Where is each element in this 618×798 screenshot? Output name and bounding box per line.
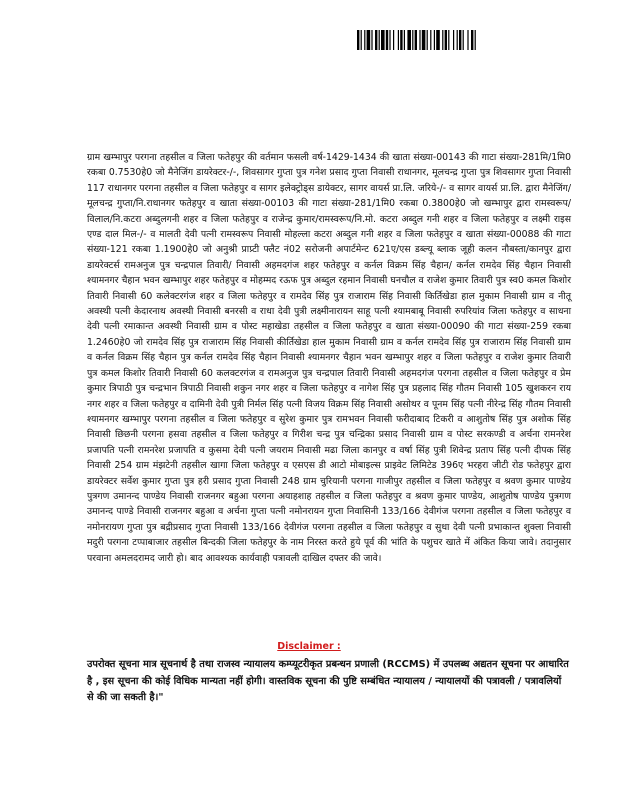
- barcode-icon: [357, 30, 522, 50]
- order-body-text: ग्राम खम्भापुर परगना तहसील व जिला फतेहपुर की वर्तमान फसली वर्ष-1429-1434 की खाता संख्या-00143 की गाटा संख्या-281मि/1मि0 रकबा 0.7530हे0 जो मैनेजिंग डायरेक्टर-/-, शिवसागर गुप्ता पुत्र गनेश प्रसाद गुप्ता निवासी राधानगर, मूलचन्द्र गुप्ता पुत्र शिवसागर गुप्ता निवासी 117 राधानगर परगना तहसील व जिला फतेहपुर व सागर इलेक्ट्रोड्स डायेक्टर, सागर वायर्स प्रा.लि. जरिये-/- व सागर वायर्स प्रा.लि. द्वारा मैनेजिंग/मूलचन्द्र गुप्ता/नि.राधानगर फतेहपुर व खाता संख्या-00103 की गाटा संख्या-281/1मि0 रकबा 0.3800हे0 जो खम्भापुर द्वारा रामस्वरूप/विलाल/नि.कटरा अब्दुलगनी शहर व जिला फतेहपुर व राजेन्द्र कुमार/रामस्वरूप/नि.मो. कटरा अब्दुल गनी शहर व जिला फतेहपुर व लक्ष्मी राइस एण्ड दाल मिल-/- व मालती देवी पत्नी रामस्वरूप निवासी मोहल्ला कटरा अब्दुल गनी शहर व जिला फतेहपुर व खाता संख्या-00088 की गाटा संख्या-121 रकबा 1.1900हे0 जो अनुश्री प्राप्र्टी फ्लैट नं02 सरोजनी अपार्टमेन्ट 621ए/एस डब्ल्यू ब्लाक जूही कलन नौबस्ता/कानपुर द्वारा डायरेक्टर्स रामअनुज पुत्र चन्द्रपाल तिवारी/ निवासी अहमदगंज शहर फतेहपुर व कर्नल विक्रम सिंह चैहान/ कर्नल रामदेव सिंह चैहान निवासी श्यामनगर चैहान भवन खम्भापुर शहर फतेहपुर व मोहम्मद रऊफ पुत्र अब्दुल रहमान निवासी घनचौल व राजेश कुमार तिवारी पुत्र स्व0 कमल किशोर तिवारी निवासी 60 कलेक्टरगंज शहर व जिला फतेहपुर व रामदेव सिंह पुत्र राजाराम सिंह निवासी किर्तिखेडा हाल मुकाम निवासी ग्राम व नीतू अवस्थी पत्नी केदारनाथ अवस्थी निवासी बनरसी व राधा देवी पुत्री लक्ष्मीनारायन साहू पत्नी श्यामबाबू निवासी रुपरियांव जिला फतेहपुर व साधना देवी पत्नी रमाकान्त अवस्थी निवासी ग्राम व पोस्ट महाखेडा तहसील व जिला फतेहपुर व खाता संख्या-00090 की गाटा संख्या-259 रकबा 1.2460हे0 जो रामदेव सिंह पुत्र राजाराम सिंह निवासी कीर्तिखेडा हाल मुकाम निवासी ग्राम व कर्नल रामदेव सिंह पुत्र राजाराम सिंह निवासी ग्राम व कर्नल विक्रम सिंह चैहान पुत्र कर्नल रामदेव सिंह चैहान निवासी श्यामनगर चैहान भवन खम्भापुर शहर व जिला फतेहपुर व राजेश कुमार तिवारी पुत्र कमल किशोर तिवारी निवासी 60 कलक्टरगंज व रामअनुज पुत्र चन्द्रपाल तिवारी निवासी अहमदगंज परगना तहसील व जिला फतेहपुर व प्रेम कुमार त्रिपाठी पुत्र चन्द्रभान त्रिपाठी निवासी शकुन नगर शहर व जिला फतेहपुर व नागेश सिंह पुत्र प्रहलाद सिंह गौतम निवासी 105 खुशकरन राय नगर शहर व जिला फतेहपुर व दामिनी देवी पुत्री निर्मल सिंह पत्नी विजय विक्रम सिंह निवासी असोथर व पूनम सिंह पत्नी नीरेन्द्र सिंह गौतम निवासी श्यामनगर खम्भापुर परगना तहसील व जिला फतेहपुर व सुरेश कुमार पुत्र रामभवन निवासी फरीदाबाद टिकरी व आशुतोष सिंह पुत्र अशोक सिंह निवासी छिछनी परगना हसवा तहसील व जिला फतेहपुर व गिरीश चन्द्र पुत्र चन्द्रिका प्रसाद निवासी ग्राम व पोस्ट सरकण्डी व अर्चना रामनरेश प्रजापति पत्नी रामनरेश प्रजापति व कुसमा देवी पत्नी जयराम निवासी मढा जिला कानपुर व वर्षा सिंह पुत्री शिवेन्द्र प्रताप सिंह पत्नी दीपक सिंह निवासी 254 ग्राम मंझटेनी तहसील खागा जिला फतेहपुर व एसएस डी आटो मोबाइल्स प्राइवेट लिमिटेड 396ए भरहरा जीटी रोड फतेहपुर द्वारा डायरेक्टर सर्वेश कुमार गुप्ता पुत्र हरी प्रसाद गुप्ता निवासी 248 ग्राम चुरियानी परगना गाजीपुर तहसील व जिला फतेहपुर व श्रवण कुमार पाण्डेय पुत्रगण उमानन्द पाण्डेय निवासी राजनगर बहुआ परगना अयाहशाह तहसील व जिला फतेहपुर व श्रवण कुमार पाण्डेय, आशुतोष पाण्डेय पुत्रगण उमानन्द पाण्डे निवासी राजनगर बहुआ व अर्चना गुप्ता पत्नी नमोनरायन गुप्ता निवासिनी 133/166 देवीगंज परगना तहसील व जिला फतेहपुर व नमोनरायण गुप्ता पुत्र बद्रीप्रसाद गुप्ता निवासी 133/166 देवीगंज परगना तहसील व जिला फतेहपुर व सुधा देवी पत्नी प्रभाकान्त शुक्ला निवासी मदुरी परगना टप्पाबाजार तहसील बिन्दकी जिला फतेहपुर के नाम निरस्त करते हुये पूर्व की भांति के पशुचर खाते में अंकित किया जावे। तदानुसार परवाना अमलदरामद जारी हो। बाद आवश्यक कार्यवाही पत्रावली दाखिल दफ्तर की जावे।: [87, 152, 571, 564]
- disclaimer-text: उपरोक्त सूचना मात्र सूचनार्थ है तथा राजस्व न्यायालय कम्प्यूटरीकृत प्रबन्धन प्रणाली (RCCMS) में उपलब्ध अद्यतन सूचना पर आधारित है , इस सूचना की कोई विधिक मान्यता नहीं होगी। वास्तविक सूचना की पुष्टि सम्बंधित न्यायालय / न्यायालयों की पत्रावली / पत्रावलियों से की जा सकती है।": [87, 659, 569, 703]
- disclaimer-title: Disclaimer :: [277, 641, 341, 652]
